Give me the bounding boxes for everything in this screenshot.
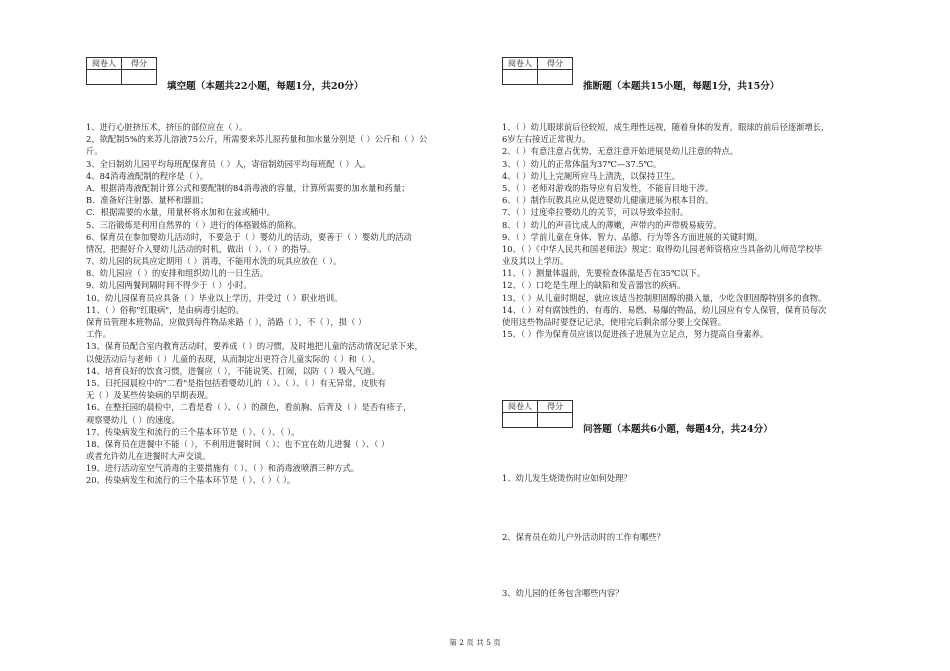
question-line: 斤。 xyxy=(86,146,103,157)
score-cell xyxy=(538,70,573,85)
score-cell xyxy=(538,413,573,428)
question-line: 19、进行活动室空气消毒的主要措施有（ ）、（ ）和消毒液喷洒三种方式。 xyxy=(86,463,360,474)
question-line: 情况，把握好介入婴幼儿活动的时机，做出（ ）、（ ）的指导。 xyxy=(86,243,316,254)
question-line: 9、幼儿园两餐间隔时间不得少于（ ）小时。 xyxy=(86,280,252,291)
question-line: 15、日托园晨检中的"二看"是指包括看婴幼儿的（ ）、（ ）、（ ）有无异常，皮肤有 xyxy=(86,377,386,388)
question-line: 11、（ ）俗称"红眼病"，是由病毒引起的。 xyxy=(86,304,244,315)
reviewer-label: 阅卷人 xyxy=(503,58,538,70)
fill-question-list xyxy=(86,121,491,487)
question-line: 无（ ）及某些传染病的早期表现。 xyxy=(86,390,214,401)
score-label: 得分 xyxy=(538,401,573,413)
judge-title: 推断题（本题共15小题，每题1分，共15分） xyxy=(583,81,780,92)
question-line: 4、84消毒液配制的程序是（ ）。 xyxy=(86,170,209,181)
score-label: 得分 xyxy=(122,58,157,70)
question-line: 8、幼儿园应（ ）的安排和组织幼儿的一日生活。 xyxy=(86,268,269,279)
score-box xyxy=(86,57,157,85)
question-line: 2、欲配制5%的来苏儿溶液75公斤，所需要来苏儿原药量和加水量分别是（ ）公斤和（ ）公 xyxy=(86,134,428,145)
question-line: B．准备好注射器、量杯和器皿； xyxy=(86,195,209,206)
score-box xyxy=(502,57,573,85)
reviewer-label: 阅卷人 xyxy=(503,401,538,413)
question-line: 12、（ ）口吃是生理上的缺陷和发音器官的疾病。 xyxy=(502,280,686,291)
question-line: 11、（ ）测量体温前，先要检查体温是否在35℃以下。 xyxy=(502,268,706,279)
question-line: 或者允许幼儿在进餐时大声交谈。 xyxy=(86,451,211,462)
question-line: 17、传染病发生和流行的三个基本环节是（ ）、（ ）、（ ）。 xyxy=(86,426,300,437)
question-line: 以便活动后与老师（ ）儿童的表现，从而制定出更符合儿童实际的（ ）和（ ）。 xyxy=(86,353,381,364)
question-line: 保育员管理本班物品，应做到每件物品来路（ ），消路（ ），不（ ），损（ ） xyxy=(86,317,367,327)
question-line: A．根据消毒液配制计算公式和要配制的84消毒液的容量，计算所需要的加水量和药量； xyxy=(86,182,410,193)
question-line: C．根据需要的水量，用量杯将水加和在盆或桶中。 xyxy=(86,207,275,218)
score-box xyxy=(502,400,573,428)
question-line: 工作。 xyxy=(86,329,111,340)
reviewer-cell xyxy=(503,70,538,85)
reviewer-cell xyxy=(503,413,538,428)
question-line: 14、（ ）对有腐蚀性的、有毒的、易燃、易爆的物品，幼儿园应有专人保管，保育员每次 xyxy=(502,304,827,315)
question-line: 6岁左右接近正常视力。 xyxy=(502,134,591,145)
qa-question: 3、幼儿园的任务包含哪些内容？ xyxy=(502,588,624,598)
question-line: 10、（ ）《中华人民共和国老师法》规定：取得幼儿园老师资格应当具备幼儿师范学校毕 xyxy=(502,243,823,254)
question-line: 15、（ ）作为保育员应该以促进孩子进展为立足点，努力提高自身素养。 xyxy=(502,329,769,340)
question-line: 16、在整托园的晨检中，二看是看（ ）、（ ）的颜色，看前胸、后背及（ ）是否有疹子， xyxy=(86,402,412,413)
question-line: 7、幼儿园的玩具应定期用（ ）消毒，不能用水洗的玩具应放在（ ）。 xyxy=(86,256,342,267)
question-line: 6、（ ）制作玩教具应从促进婴幼儿健康进展为根本目的。 xyxy=(502,195,714,206)
question-line: 3、（ ）幼儿的正常体温为37℃—37.5℃。 xyxy=(502,158,662,169)
question-line: 5、三浴锻炼是利用自然界的（ ）进行的体格锻炼的简称。 xyxy=(86,219,302,230)
question-line: 18、保育员在进餐中不能（ ），不利用进餐时间（ ）；也不宜在幼儿进餐（ ）、（ ） xyxy=(86,438,390,449)
question-line: 8、（ ）幼儿的声音比成人的薄嫩，声带内的声带极易疲劳。 xyxy=(502,219,722,230)
page-footer: 第 2 页 共 5 页 xyxy=(449,638,501,647)
question-line: 使用这些物品时要登记记录，使用完后剩余部分要上交保管。 xyxy=(502,317,727,327)
question-line: 2、（ ）有意注意占优势，无意注意开始进展是幼儿注意的特点。 xyxy=(502,146,739,157)
score-cell xyxy=(122,70,157,85)
question-line: 9、（ ）学前儿童在身体、智力、品德、行为等各方面进展的关键时期。 xyxy=(502,231,763,242)
question-line: 观察婴幼儿（ ）的速度。 xyxy=(86,414,180,425)
score-label: 得分 xyxy=(538,58,573,70)
question-line: 20、传染病发生和流行的三个基本环节是（ ）、（ ）（ ）。 xyxy=(86,475,296,486)
question-line: 业及其以上学历。 xyxy=(502,256,569,267)
question-line: 7、（ ）过度牵拉婴幼儿的关节，可以导致牵拉肘。 xyxy=(502,207,689,218)
reviewer-cell xyxy=(87,70,122,85)
reviewer-label: 阅卷人 xyxy=(87,58,122,70)
question-line: 10、幼儿园保育员应具备（ ）毕业以上学历，并受过（ ）职业培训。 xyxy=(86,292,343,303)
question-line: 1、（ ）幼儿眼球前后径较短，成生理性远视，随着身体的发育，眼球的前后径逐渐增长， xyxy=(502,122,830,132)
qa-question: 1、幼儿发生烧烫伤时应如何处理？ xyxy=(502,473,632,483)
question-line: 14、培育良好的饮食习惯，进餐应（ ），不能说笑、打闹，以防（ ）吸入气道。 xyxy=(86,365,380,376)
question-line: 1、进行心脏挤压术，挤压的部位应在（ ）。 xyxy=(86,122,248,132)
question-line: 4、（ ）幼儿上完厕所应马上清洗，以保持卫生。 xyxy=(502,170,681,181)
fill-title: 填空题（本题共22小题，每题1分，共20分） xyxy=(167,81,364,92)
question-line: 13、保育员配合室内教育活动时，要养成（ ）的习惯，及时地把儿童的活动情况记录下来， xyxy=(86,341,423,352)
question-line: 13、（ ）从儿童时期起，就应该适当控制胆固醇的摄入量，少吃含胆固醇特别多的食物。 xyxy=(502,292,827,303)
question-line: 6、保育员在参加婴幼儿活动时，不要急于（ ）婴幼儿的活动，要善于（ ）婴幼儿的活动 xyxy=(86,231,412,242)
qa-question: 2、保育员在幼儿户外活动时的工作有哪些？ xyxy=(502,532,665,542)
judge-question-list xyxy=(502,121,912,340)
qa-title: 问答题（本题共6小题，每题4分，共24分） xyxy=(583,424,773,435)
question-line: 5、（ ）老师对游戏的指导应有启发性，不能盲目地干涉。 xyxy=(502,182,714,193)
question-line: 3、全日制幼儿园平均每班配保育员（ ）人，寄宿制幼园平均每班配（ ）人。 xyxy=(86,158,371,169)
